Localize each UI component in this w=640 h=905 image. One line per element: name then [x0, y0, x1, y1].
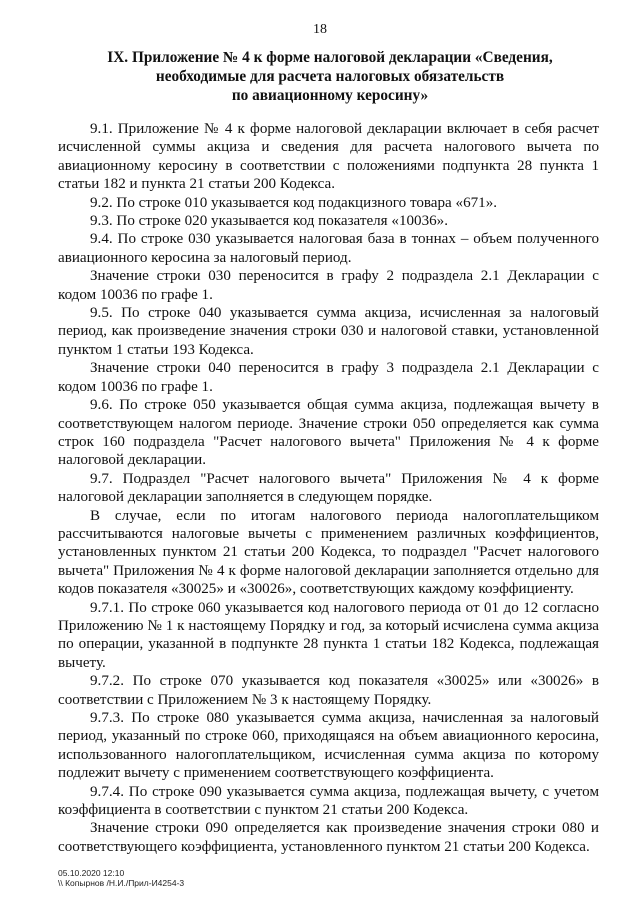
heading-line-1: IX. Приложение № 4 к форме налоговой декларации «Сведения, [107, 49, 553, 66]
paragraph-9-4: 9.4. По строке 030 указывается налоговая база в тоннах – объем полученного авиационного керосина за налоговый период. [58, 231, 599, 266]
paragraph-9-6: 9.6. По строке 050 указывается общая сумма акциза, подлежащая вычету в соответствующем налогом периоде. Значение строки 050 определяется как сумма строк 160 подраздела "Расчет налогового вычета" Приложения № 4 к форме налоговой декларации. [58, 397, 599, 469]
paragraph-9-5-value: Значение строки 040 переносится в графу 3 подраздела 2.1 Декларации с кодом 10036 по графе 1. [58, 360, 599, 395]
heading-line-3: по авиационному керосину» [231, 87, 429, 104]
paragraph-9-7-2: 9.7.2. По строке 070 указывается код показателя «30025» или «30026» в соответствии с Приложением № 3 к настоящему Порядку. [58, 673, 599, 708]
section-heading [80, 48, 580, 105]
footer-stamp [58, 868, 184, 888]
paragraph-9-5: 9.5. По строке 040 указывается сумма акциза, исчисленная за налоговый период, как произведение значения строки 030 и налоговой ставки, установленной пунктом 1 статьи 193 Кодекса. [58, 305, 599, 358]
paragraph-9-7-4: 9.7.4. По строке 090 указывается сумма акциза, подлежащая вычету, с учетом коэффициента в соответствии с пунктом 21 статьи 200 Кодекса. [58, 783, 599, 819]
paragraph-9-2: 9.2. По строке 010 указывается код подакцизного товара «671». [90, 194, 498, 211]
document-body [58, 120, 599, 856]
paragraph-9-7-1: 9.7.1. По строке 060 указывается код налогового периода от 01 до 12 согласно Приложению № 1 к настоящему Порядку и год, за который исчислена сумма акциза по операции, указанной в подпункте 28 пункта 1 статьи 182 Кодекса, подлежащая вычету. [58, 599, 599, 671]
paragraph-9-1: 9.1. Приложение № 4 к форме налоговой декларации включает в себя расчет исчисленной суммы акциза и сведения для расчета налогового вычета по авиационному керосину в соответствии с положениями подпункта 28 пункта 1 статьи 182 и пункта 21 статьи 200 Кодекса. [58, 121, 599, 193]
paragraph-9-3: 9.3. По строке 020 указывается код показателя «10036». [90, 213, 449, 230]
footer-date: 05.10.2020 12:10 [58, 868, 125, 878]
paragraph-9-7: 9.7. Подраздел "Расчет налогового вычета" Приложения № 4 к форме налоговой декларации заполняется в следующем порядке. [58, 470, 599, 506]
paragraph-9-7-3: 9.7.3. По строке 080 указывается сумма акциза, начисленная за налоговый период, указанный по строке 060, приходящаяся на объем авиационного керосина, использованного налогоплательщиком, исчисленная сумма акциза по которому подлежит вычету с применением соответствующего коэффициента. [58, 710, 599, 782]
paragraph-9-7-4-value: Значение строки 090 определяется как произведение значения строки 080 и соответствующего коэффициента, установленного пунктом 21 статьи 200 Кодекса. [58, 820, 599, 855]
paragraph-9-4-value: Значение строки 030 переносится в графу 2 подраздела 2.1 Декларации с кодом 10036 по графе 1. [58, 268, 599, 303]
page-number: 18 [313, 22, 327, 37]
footer-file: \\ Копырнов /Н.И./Прил-И4254-3 [58, 878, 185, 888]
heading-line-2: необходимые для расчета налоговых обязательств [155, 68, 505, 85]
paragraph-9-7-case: В случае, если по итогам налогового периода налогоплательщиком рассчитываются налоговые вычеты с применением различных коэффициентов, установленных пунктом 21 статьи 200 Кодекса, то подраздел "Расчет налогового вычета" Приложения № 4 к форме налоговой декларации заполняется отдельно для кодов показателя «30025» и «30026», соответствующих каждому коэффициенту. [58, 507, 599, 598]
